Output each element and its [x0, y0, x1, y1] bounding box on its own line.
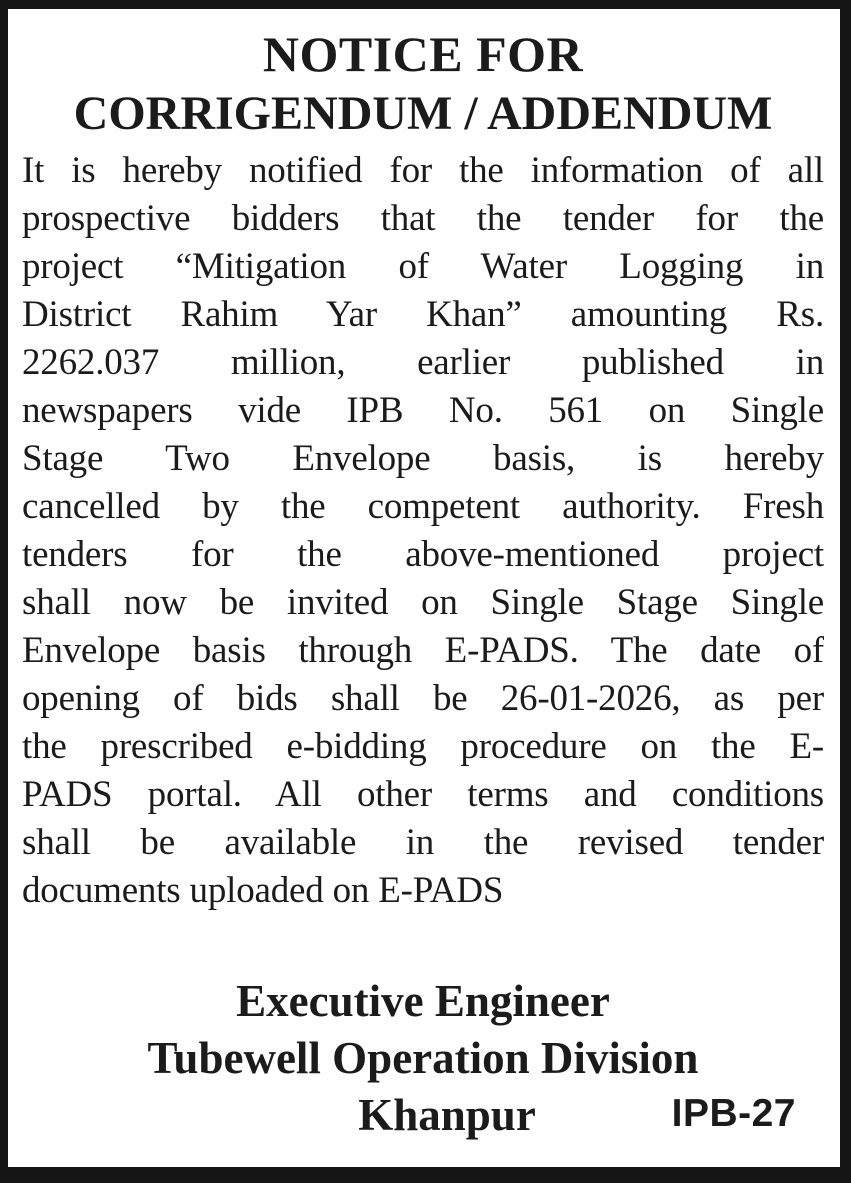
body-line: project “Mitigation of Water Logging in — [22, 246, 824, 287]
body-line: the prescribed e-bidding procedure on the E- — [22, 726, 824, 767]
body-line: cancelled by the competent authority. Fresh — [22, 486, 824, 527]
body-line: prospective bidders that the tender for the — [22, 198, 824, 239]
signature-location: Khanpur — [358, 1090, 536, 1140]
signature-location-row — [22, 1087, 824, 1144]
body-line: 2262.037 million, earlier published in — [22, 342, 824, 383]
body-line: District Rahim Yar Khan” amounting Rs. — [22, 294, 824, 335]
body-line: PADS portal. All other terms and conditions — [22, 774, 824, 815]
body-line: shall now be invited on Single Stage Single — [22, 582, 824, 623]
signature-block — [22, 973, 824, 1144]
notice-title: NOTICE FOR — [262, 26, 584, 82]
notice-subtitle: CORRIGENDUM / ADDENDUM — [73, 87, 773, 140]
body-line: It is hereby notified for the information of all — [22, 150, 824, 191]
signature-designation: Executive Engineer — [236, 976, 610, 1026]
body-line: opening of bids shall be 26-01-2026, as per — [22, 678, 824, 719]
body-line: tenders for the above-mentioned project — [22, 534, 824, 575]
signature-division: Tubewell Operation Division — [147, 1033, 699, 1083]
body-line: newspapers vide IPB No. 561 on Single — [22, 390, 824, 431]
notice-paper — [8, 9, 840, 1167]
body-line: shall be available in the revised tender — [22, 822, 824, 863]
body-line: documents uploaded on E-PADS — [22, 870, 504, 911]
notice-body — [22, 147, 824, 915]
body-line: Stage Two Envelope basis, is hereby — [22, 438, 824, 479]
body-line: Envelope basis through E-PADS. The date of — [22, 630, 824, 671]
reference-badge: IPB-27 — [671, 1092, 796, 1135]
